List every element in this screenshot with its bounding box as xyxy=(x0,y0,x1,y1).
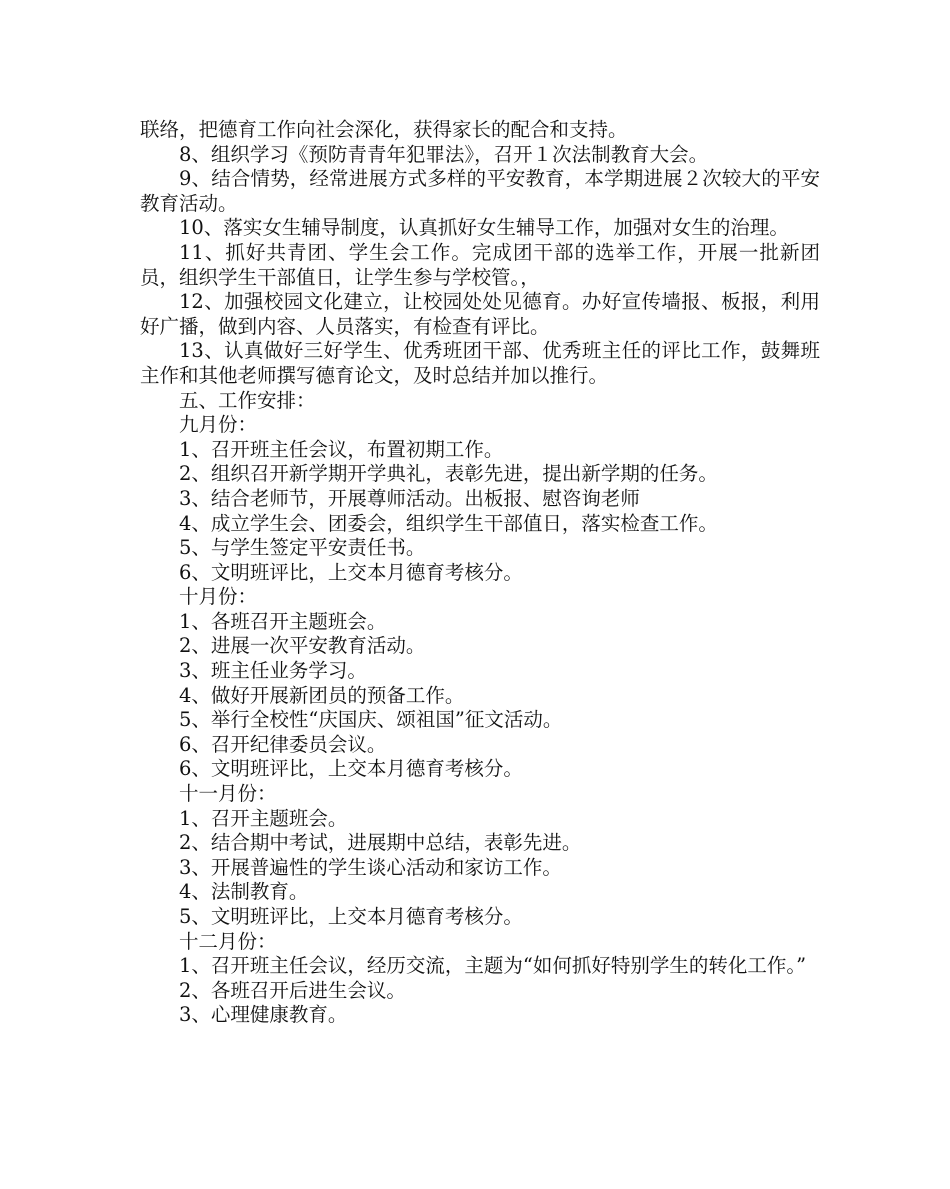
list-item: 4、做好开展新团员的预备工作。 xyxy=(179,683,465,707)
list-item: 6、文明班评比，上交本月德育考核分。 xyxy=(179,560,523,584)
list-item: 2、各班召开后进生会议。 xyxy=(179,978,406,1002)
paragraph: 11、抓好共青团、学生会工作。完成团干部的选举工作，开展一批新团员，组织学生干部值日，让学生参与学校管。， xyxy=(140,240,820,289)
month-heading: 十月份： xyxy=(179,585,258,609)
month-heading: 九月份： xyxy=(179,413,258,437)
list-item: 3、开展普遍性的学生谈心活动和家访工作。 xyxy=(179,855,562,879)
list-item: 5、与学生签定平安责任书。 xyxy=(179,536,426,560)
list-item: 1、各班召开主题班会。 xyxy=(179,609,387,633)
paragraph: 9、结合情势，经常进展方式多样的平安教育，本学期进展２次较大的平安教育活动。 xyxy=(140,167,820,215)
list-item: 4、法制教育。 xyxy=(179,880,309,904)
paragraph: 13、认真做好三好学生、优秀班团干部、优秀班主任的评比工作，鼓舞班主作和其他老师撰写德育论文，及时总结并加以推行。 xyxy=(140,339,820,387)
list-item: 6、文明班评比，上交本月德育考核分。 xyxy=(179,757,523,781)
list-item: 5、文明班评比，上交本月德育考核分。 xyxy=(179,905,523,928)
list-item: 2、结合期中考试，进展期中总结，表彰先进。 xyxy=(179,831,582,855)
list-item: 4、成立学生会、团委会，组织学生干部值日，落实检查工作。 xyxy=(179,511,718,535)
list-item: 3、心理健康教育。 xyxy=(179,1003,348,1027)
list-item: 6、召开纪律委员会议。 xyxy=(179,732,387,756)
paragraph: 联络，把德育工作向社会深化，获得家长的配合和支持。 xyxy=(140,118,628,141)
paragraph: 8、组织学习《预防青青年犯罪法》，召开１次法制教育大会。 xyxy=(179,142,709,166)
list-item: 2、组织召开新学期开学典礼，表彰先进，提出新学期的任务。 xyxy=(179,462,718,486)
list-item: 2、进展一次平安教育活动。 xyxy=(179,634,426,658)
paragraph: 12、加强校园文化建立，让校园处处见德育。办好宣传墙报、板报，利用好广播，做到内容、人员落实，有检查有评比。 xyxy=(140,290,820,338)
month-heading: 十二月份： xyxy=(179,929,277,953)
list-item: 1、召开班主任会议，经历交流，主题为“如何抓好特别学生的转化工作。” xyxy=(179,954,807,978)
month-heading: 十一月份： xyxy=(179,782,277,806)
list-item: 1、召开主题班会。 xyxy=(179,806,348,830)
list-item: 3、结合老师节，开展尊师活动。出板报、慰咨询老师 xyxy=(179,486,640,510)
list-item: 3、班主任业务学习。 xyxy=(179,659,367,683)
paragraph: 10、落实女生辅导制度，认真抓好女生辅导工作，加强对女生的治理。 xyxy=(179,216,789,240)
document-body xyxy=(140,118,820,1028)
section-heading: 五、工作安排： xyxy=(179,388,316,412)
list-item: 1、召开班主任会议，布置初期工作。 xyxy=(179,437,504,461)
list-item: 5、举行全校性“庆国庆、颂祖国”征文活动。 xyxy=(179,708,563,732)
